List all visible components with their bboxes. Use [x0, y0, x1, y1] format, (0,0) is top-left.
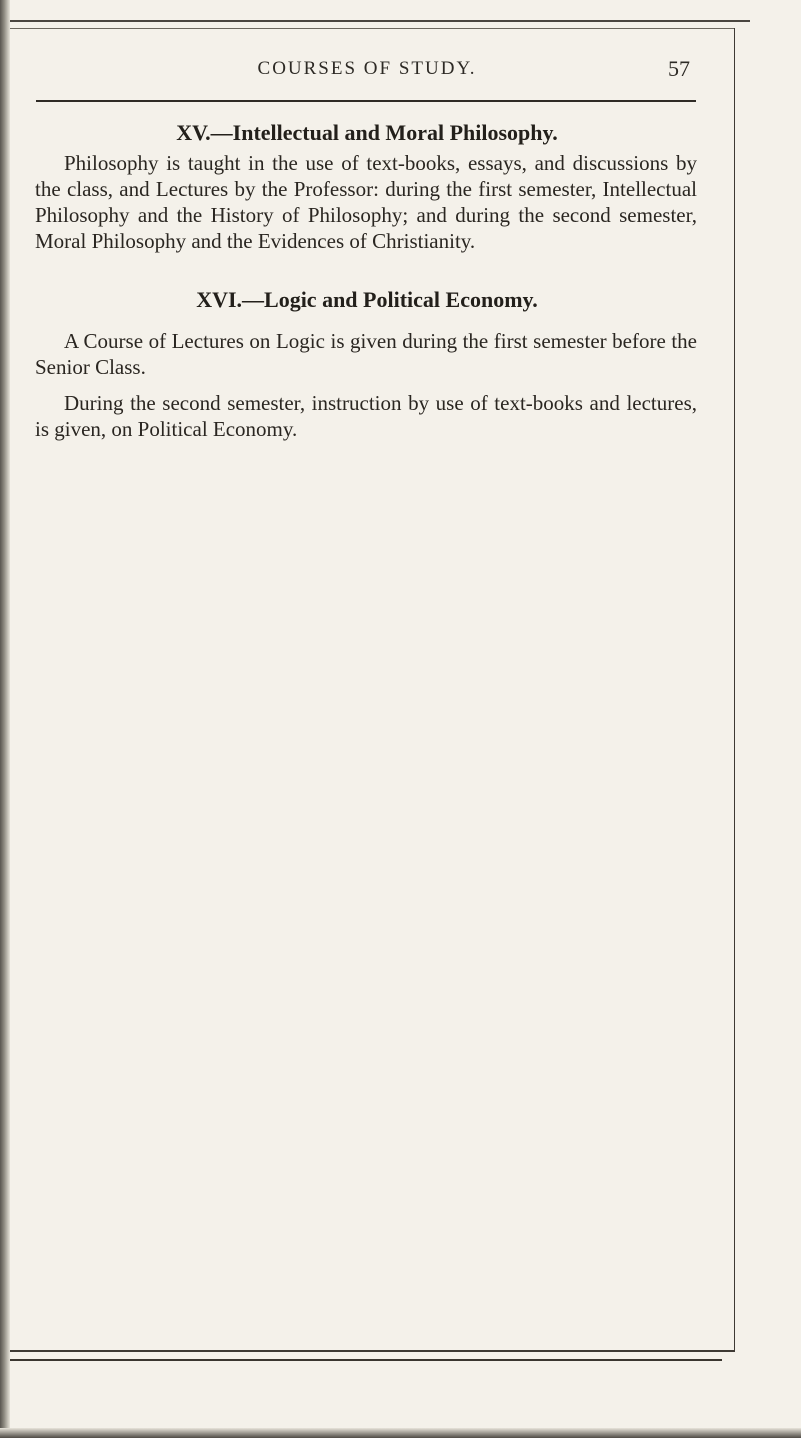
running-head: COURSES OF STUDY. [257, 58, 477, 79]
section-heading-xvi: XVI.—Logic and Political Economy. [196, 287, 538, 312]
section-xvi-paragraph-1: A Course of Lectures on Logic is given during the first semester before the Senior Class. [35, 329, 697, 379]
section-xv-paragraph: Philosophy is taught in the use of text-books, essays, and discussions by the class, and Lectures by the Professor: during the first semester, Intellectual Philosophy and the History of Philosophy; and during the second semester, Moral Philosophy and the Evidences of Christianity. [35, 151, 697, 253]
section-xvi-paragraph-2: During the second semester, instruction by use of text-books and lectures, is given, on Political Economy. [35, 391, 697, 441]
bottom-outer-rule [10, 1359, 722, 1361]
bottom-border-rule [10, 1350, 735, 1352]
top-border-rule [10, 20, 750, 22]
right-border-rule [734, 28, 735, 1350]
binding-edge [0, 0, 10, 1438]
header-rule [36, 100, 696, 102]
page-number: 57 [668, 56, 690, 81]
top-inner-rule [10, 28, 734, 29]
bottom-page-edge [0, 1428, 801, 1438]
section-heading-xv: XV.—Intellectual and Moral Philosophy. [176, 120, 558, 145]
